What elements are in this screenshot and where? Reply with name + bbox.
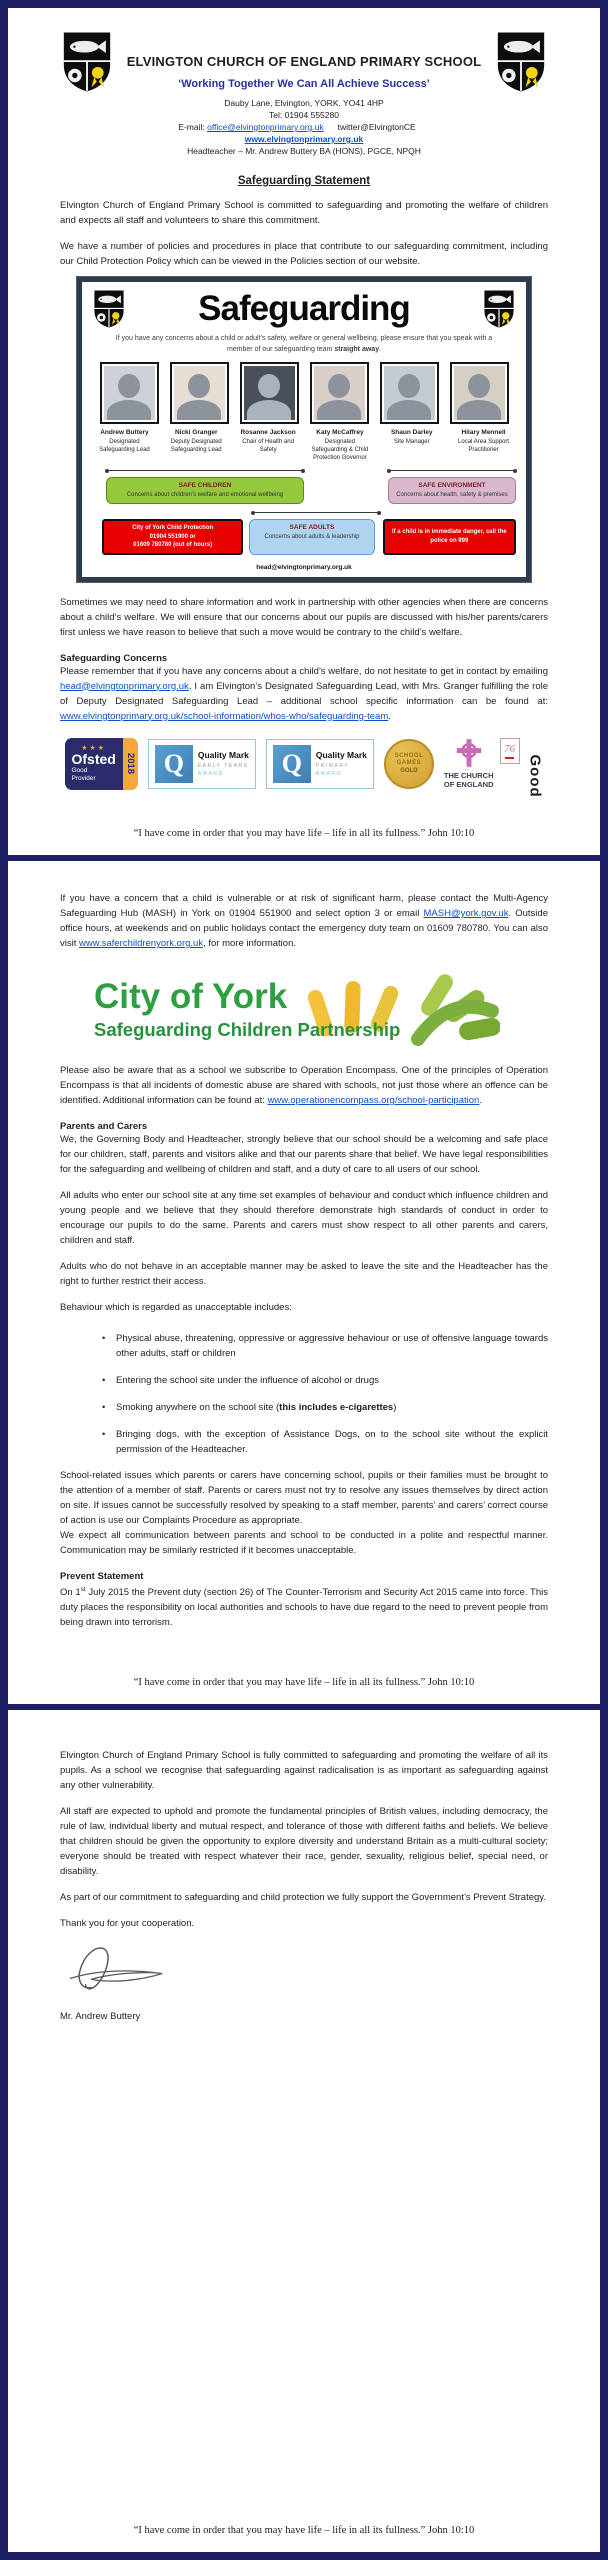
quality-mark-primary-logo: Q Quality Mark PRIMARY AWARD <box>266 739 374 789</box>
radicalisation-paragraph: Elvington Church of England Primary School is fully committed to safeguarding and promoting the welfare of all its pupils. As a school we recognise that safeguarding against radicalisation is as important as safeguarding against any other vulnerability. <box>60 1750 548 1791</box>
bracket-row <box>106 470 516 475</box>
signatory-name: Mr. Andrew Buttery <box>60 2011 141 2022</box>
john-quote: “I have come in order that you may have life – life in all its fullness.” John 10:10 <box>133 2525 475 2536</box>
member-role: Designated Safeguarding Lead <box>99 439 150 453</box>
member-role: Site Manager <box>393 439 430 445</box>
headteacher-line: Headteacher – Mr. Andrew Buttery BA (HONS), PGCE, NPQH <box>187 146 421 156</box>
safe-adults-box: SAFE ADULTS Concerns about adults & leadership <box>249 519 375 555</box>
member-name: Shaun Darley <box>390 429 433 436</box>
info-sharing-paragraph: Sometimes we may need to share information and work in partnership with other agencies when there are concerns about a child’s welfare. We will ensure that our concerns about our pupils are discussed with his/her parents/carers first unless we have reason to believe that such a move would be contrary to the child’s welfare. <box>60 596 548 638</box>
cyp-logo-line1: City of York <box>94 977 288 1016</box>
page-3 <box>8 1710 600 2552</box>
john-quote: “I have come in order that you may have life – life in all its fullness.” John 10:10 <box>133 828 475 839</box>
safeguarding-concerns-heading: Safeguarding Concerns <box>60 652 168 664</box>
page-1 <box>8 8 600 855</box>
team-name-row <box>92 429 516 462</box>
member-photo <box>310 362 369 424</box>
safer-children-link[interactable]: www.saferchildrenyork.org.uk <box>79 938 204 949</box>
parents-paragraph-3: Adults who do not behave in an acceptable manner may be asked to leave the site and the Headteacher has the right to further restrict their access. <box>60 1261 548 1287</box>
member-photo <box>170 362 229 424</box>
cyc-child-protection-box: City of York Child Protection 01904 551900 or 01609 780780 (out of hours) <box>102 519 243 555</box>
team-member-card <box>164 429 229 462</box>
member-role: Local Area Support Practitioner <box>458 439 510 453</box>
team-photo-row <box>92 362 516 424</box>
behaviour-item: • Smoking anywhere on the school site (this includes e-cigarettes) <box>102 1400 548 1415</box>
school-name: ELVINGTON CHURCH OF ENGLAND PRIMARY SCHOOL <box>126 54 482 69</box>
school-games-gold-logo: SCHOOL GAMES GOLD <box>384 739 434 789</box>
prevent-support-paragraph: As part of our commitment to safeguarding and child protection we fully support the Government’s Prevent Strategy. <box>60 1892 546 1903</box>
twitter-handle: twitter@ElvingtonCE <box>337 122 416 132</box>
operation-encompass-paragraph: Please also be aware that as a school we subscribe to Operation Encompass. One of the principles of Operation Encompass is that all incidents of domestic abuse are shared with schools, not just those where an offence can be identified. Additional information can be found at: www.operationencompass.org/school-participation. <box>60 1065 548 1106</box>
safeguarding-concerns-paragraph: Please remember that if you have any concerns about a child’s welfare, do not hesitate to get in contact by emailing head@elvingtonprimary.org.uk. I am Elvington’s Designated Safeguarding Lead, with Mrs. Granger fulfilling the role of Deputy Designated Safeguarding Lead – additional school specific information can be found at: www.elvingtonprimary.org.uk/school-information/whos-who/safeguarding-team. <box>60 665 548 722</box>
school-motto: ‘Working Together We Can All Achieve Success’ <box>178 78 430 90</box>
safe-children-box: SAFE CHILDREN Concerns about children’s welfare and emotional wellbeing <box>106 477 304 504</box>
parents-paragraph-2: All adults who enter our school site at any time set examples of behaviour and conduct which influence children and young people and we believe that they should therefore demonstrate high standards of conduct in order to encourage our pupils to do the same. Parents and carers must show respect to all other parents and carers, children and staff. <box>60 1190 548 1246</box>
poster-subtitle: If you have any concerns about a child or adult’s safety, welfare or general wellbeing, please ensure that you speak with a member of our safeguarding team straight away. <box>115 335 493 353</box>
poster-footer-email: head@elvingtonprimary.org.uk <box>256 563 352 571</box>
contact-line <box>120 121 488 145</box>
page-2 <box>8 861 600 1704</box>
british-values-paragraph: All staff are expected to uphold and promote the fundamental principles of British values, including democracy, the rule of law, individual liberty and mutual respect, and tolerance of those with different faiths and beliefs. We believe that children should be given the opportunity to explore diversity and understand Britain as a multi-cultural society; everyone should be treated with respect whatever their race, gender, sexuality, religious belief, special need, or disability. <box>60 1806 548 1877</box>
church-of-england-logo: THE CHURCH OF ENGLAND 76 Good <box>444 738 544 789</box>
safe-environment-box: SAFE ENVIRONMENT Concerns about health, safety & premises <box>388 477 516 504</box>
poster-title: Safeguarding <box>198 289 410 328</box>
john-quote: “I have come in order that you may have life – life in all its fullness.” John 10:10 <box>133 1677 475 1688</box>
mash-email-link[interactable]: MASH@york.gov.uk <box>423 908 509 919</box>
city-of-york-partnership-logo <box>94 961 548 1057</box>
signature-image <box>62 1941 180 1997</box>
prevent-paragraph: On 1st July 2015 the Prevent duty (section 26) of The Counter-Terrorism and Security Act 2015 came into force. This duty places the responsibility on local authorities and schools to have due regard to the need to prevent people from being drawn into terrorism. <box>60 1586 548 1629</box>
school-header <box>60 28 548 157</box>
member-role: Designated Safeguarding & Child Protection Governor <box>311 439 369 461</box>
prevent-statement-heading: Prevent Statement <box>60 1571 144 1582</box>
team-member-card <box>236 429 301 462</box>
safeguarding-team-link[interactable]: www.elvingtonprimary.org.uk/school-information/whos-who/safeguarding-team <box>60 710 389 722</box>
member-name: Andrew Buttery <box>100 429 149 436</box>
website-link[interactable]: www.elvingtonprimary.org.uk <box>244 134 364 144</box>
ofsted-stars: ★★★ <box>81 745 107 752</box>
team-member-card <box>451 429 516 462</box>
member-photo <box>100 362 159 424</box>
communication-paragraph: We expect all communication between parents and school to be conducted in a polite and respectful manner. Communication may be similarly restricted if it becomes unacceptable. <box>60 1530 548 1556</box>
behaviour-item: • Entering the school site under the influence of alcohol or drugs <box>102 1373 548 1388</box>
head-email-link[interactable]: head@elvingtonprimary.org.uk <box>60 680 189 692</box>
ofsted-logo: ★★★ Ofsted Good Provider 2018 <box>65 738 138 790</box>
safeguarding-poster <box>77 277 531 582</box>
cyp-logo-line2: Safeguarding Children Partnership <box>94 1019 401 1040</box>
complaints-paragraph: School-related issues which parents or carers have concerning school, pupils or their families must be brought to the attention of a member of staff. Parents or carers must not try to resolve any issues themselves by direct action on site. If issues cannot be successfully resolved by speaking to a staff member, parents’ and carers’ correct course of action is use our Complaints Procedure as appropriate. <box>60 1470 548 1526</box>
member-photo <box>380 362 439 424</box>
behaviour-item: • Bringing dogs, with the exception of Assistance Dogs, on to the school site without the explicit permission of the Headteacher. <box>102 1427 548 1457</box>
behaviour-item: • Physical abuse, threatening, oppressive or aggressive behaviour or use of offensive language towards other adults, staff or children <box>102 1331 548 1361</box>
operation-encompass-link[interactable]: www.operationencompass.org/school-participation <box>267 1095 480 1106</box>
school-address: Dauby Lane, Elvington, YORK. YO41 4HP <box>224 98 384 108</box>
member-role: Deputy Designated Safeguarding Lead <box>170 439 222 453</box>
church-cross-icon <box>456 738 482 768</box>
email-link[interactable]: office@elvingtonprimary.org.uk <box>207 122 324 132</box>
member-photo <box>240 362 299 424</box>
emergency-danger-box: If a child is in immediate danger, call the police on 999 <box>383 519 516 555</box>
member-role: Chair of Health and Safety <box>242 439 294 453</box>
email-label: E-mail: <box>178 122 205 132</box>
team-member-card <box>379 429 444 462</box>
safeguarding-statement-title: Safeguarding Statement <box>237 175 371 187</box>
coe-good-rating: Good <box>526 754 543 798</box>
behaviour-intro: Behaviour which is regarded as unacceptable includes: <box>60 1302 292 1313</box>
poster-crest-left-icon <box>92 288 126 330</box>
thanks-line: Thank you for your cooperation. <box>60 1918 195 1929</box>
member-name: Rosanne Jackson <box>240 429 296 436</box>
intro-paragraph-2: We have a number of policies and procedures in place that contribute to our safeguarding commitment, including our Child Protection Policy which can be viewed in the Policies section of our website. <box>60 241 548 267</box>
member-name: Katy McCaffrey <box>316 429 364 436</box>
team-member-card <box>92 429 157 462</box>
accreditation-logo-row <box>60 738 548 798</box>
school-tel: Tel: 01904 555280 <box>269 110 339 120</box>
parents-carers-heading: Parents and Carers <box>60 1121 148 1132</box>
school-crest-right-icon <box>494 28 548 96</box>
quality-mark-early-years-logo: Q Quality Mark EARLY YEARS AWARD <box>148 739 256 789</box>
poster-crest-right-icon <box>482 288 516 330</box>
parents-paragraph-1: We, the Governing Body and Headteacher, strongly believe that our school should be a welcoming and safe place for our children, staff, parents and visitors alike and that our parents share that belief. We have legal responsibilities for the safeguarding and wellbeing of children and staff, and a duty of care to all users of our school. <box>60 1134 548 1175</box>
school-crest-left-icon <box>60 28 114 96</box>
member-name: Hilary Mennell <box>461 429 506 436</box>
intro-paragraph-1: Elvington Church of England Primary School is committed to safeguarding and promoting the welfare of children and expects all staff and volunteers to share this commitment. <box>60 200 548 226</box>
diocese-emblem: 76 <box>500 738 520 764</box>
unacceptable-behaviour-list <box>60 1319 548 1457</box>
mash-paragraph: If you have a concern that a child is vulnerable or at risk of significant harm, please contact the Multi-Agency Safeguarding Hub (MASH) in York on 01904 551900 and select option 3 or email MASH@york.gov.uk. Outside office hours, at weekends and on public holidays contact the emergency duty team on 01609 780780. You can also visit www.saferchildrenyork.org.uk, for more information. <box>60 893 548 949</box>
team-member-card <box>308 429 373 462</box>
member-name: Nicki Granger <box>174 429 218 436</box>
member-photo <box>450 362 509 424</box>
